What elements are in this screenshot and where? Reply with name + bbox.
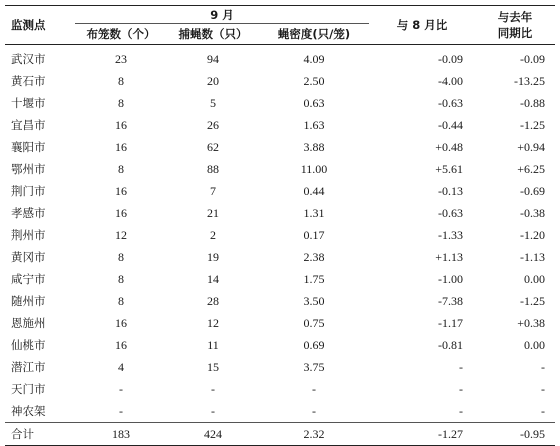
cell-density: 0.63 [303,95,325,110]
table-row [5,114,555,136]
table-row [5,356,555,378]
cell-station: 随州市 [11,294,46,308]
cell-density: - [312,381,317,396]
cell-vs-aug: -1.33 [438,227,464,242]
cell-flies: - [211,403,215,418]
cell-flies: - [211,381,215,396]
cell-density: 0.69 [303,337,325,352]
table-row [5,334,555,356]
cell-vs-last-year: +6.25 [517,161,546,176]
header-flies: 捕蝇数（只） [167,24,259,45]
header-vs-last-year-line1: 与去年 [497,10,533,24]
table-row [5,246,555,268]
cell-flies: 26 [207,117,219,132]
table-row [5,400,555,423]
header-vs-last-year-line2: 同期比 [497,26,533,40]
total-vs-last-year: -0.95 [475,423,555,446]
cell-density: 2.50 [303,73,325,88]
cell-cages: 8 [118,271,124,286]
table-row [5,224,555,246]
cell-flies: 62 [207,139,219,154]
cell-density: 3.75 [303,359,325,374]
table-row [5,45,555,71]
cell-flies: 7 [210,183,216,198]
cell-vs-aug: - [459,359,464,374]
cell-cages: 12 [115,227,127,242]
cell-station: 黄冈市 [11,250,46,264]
table-row [5,290,555,312]
table-row [5,158,555,180]
cell-density: 0.17 [303,227,325,242]
cell-vs-aug: -1.00 [438,271,464,286]
cell-flies: 14 [207,271,219,286]
cell-density: 3.88 [303,139,325,154]
total-density: 2.32 [259,423,369,446]
cell-cages: 16 [115,139,127,154]
cell-vs-last-year: - [541,359,546,374]
cell-vs-last-year: -0.38 [520,205,546,220]
cell-station: 襄阳市 [11,140,46,154]
cell-cages: 4 [118,359,124,374]
cell-vs-aug: - [459,381,464,396]
cell-station: 仙桃市 [11,338,46,352]
cell-station: 孝感市 [11,206,46,220]
cell-cages: 8 [118,161,124,176]
cell-cages: - [119,403,123,418]
cell-flies: 11 [207,337,219,352]
cell-density: - [312,403,317,418]
total-flies: 424 [167,423,259,446]
table-row [5,92,555,114]
header-vs-aug: 与 8 月比 [369,6,475,45]
cell-flies: 12 [207,315,219,330]
cell-vs-last-year: -13.25 [514,73,546,88]
cell-cages: 16 [115,117,127,132]
cell-flies: 5 [210,95,216,110]
cell-station: 天门市 [11,382,46,396]
cell-vs-aug: -0.63 [438,95,464,110]
cell-flies: 88 [207,161,219,176]
cell-station: 黄石市 [11,74,46,88]
cell-vs-last-year: +0.38 [517,315,546,330]
cell-station: 荆门市 [11,184,46,198]
table-row [5,180,555,202]
cell-vs-last-year: -1.25 [520,293,546,308]
cell-flies: 28 [207,293,219,308]
total-cages: 183 [75,423,167,446]
cell-flies: 20 [207,73,219,88]
cell-cages: 16 [115,315,127,330]
cell-vs-last-year: -0.88 [520,95,546,110]
cell-density: 11.00 [300,161,328,176]
cell-cages: - [119,381,123,396]
total-row [5,423,555,446]
cell-vs-last-year: -0.69 [520,183,546,198]
cell-flies: 94 [207,51,219,66]
cell-vs-aug: -0.09 [438,51,464,66]
table-row [5,312,555,334]
cell-station: 宜昌市 [11,118,46,132]
cell-vs-last-year: -1.25 [520,117,546,132]
cell-vs-aug: -7.38 [438,293,464,308]
cell-flies: 15 [207,359,219,374]
cell-vs-aug: - [459,403,464,418]
cell-station: 十堰市 [11,96,46,110]
cell-station: 神农架 [11,404,46,418]
cell-cages: 8 [118,293,124,308]
total-vs-aug: -1.27 [369,423,475,446]
cell-vs-aug: -0.13 [438,183,464,198]
cell-vs-aug: -4.00 [438,73,464,88]
cell-density: 3.50 [303,293,325,308]
cell-vs-aug: -0.44 [438,117,464,132]
cell-flies: 21 [207,205,219,220]
cell-density: 1.63 [303,117,325,132]
cell-vs-last-year: 0.00 [524,271,546,286]
cell-flies: 2 [210,227,216,242]
cell-station: 潜江市 [11,360,46,374]
table-row [5,268,555,290]
fly-density-table [5,5,555,446]
cell-vs-last-year: 0.00 [524,337,546,352]
cell-density: 2.38 [303,249,325,264]
table-row [5,136,555,158]
cell-vs-last-year: -1.20 [520,227,546,242]
table-row [5,378,555,400]
cell-station: 咸宁市 [11,272,46,286]
cell-cages: 8 [118,95,124,110]
cell-cages: 23 [115,51,127,66]
cell-cages: 8 [118,73,124,88]
table-row [5,202,555,224]
cell-vs-aug: +0.48 [435,139,464,154]
cell-vs-last-year: +0.94 [517,139,546,154]
cell-vs-last-year: - [541,381,546,396]
cell-density: 1.75 [303,271,325,286]
cell-vs-aug: -0.81 [438,337,464,352]
total-label: 合计 [5,423,75,446]
cell-density: 0.75 [303,315,325,330]
cell-cages: 16 [115,183,127,198]
table-body [5,45,555,423]
cell-station: 荆州市 [11,228,46,242]
header-vs-last-year [475,6,555,45]
cell-station: 武汉市 [11,52,46,66]
cell-cages: 16 [115,205,127,220]
cell-cages: 8 [118,249,124,264]
header-cages: 布笼数（个） [75,24,167,45]
cell-flies: 19 [207,249,219,264]
cell-vs-last-year: -0.09 [520,51,546,66]
cell-vs-aug: -0.63 [438,205,464,220]
cell-density: 4.09 [303,51,325,66]
cell-density: 0.44 [303,183,325,198]
cell-station: 鄂州市 [11,162,46,176]
table-row [5,70,555,92]
cell-vs-last-year: - [541,403,546,418]
cell-vs-aug: +5.61 [435,161,464,176]
cell-vs-last-year: -1.13 [520,249,546,264]
header-density: 蝇密度(只/笼) [259,24,369,45]
cell-vs-aug: -1.17 [438,315,464,330]
cell-station: 恩施州 [11,316,46,330]
cell-vs-aug: +1.13 [435,249,464,264]
header-station: 监测点 [5,6,75,45]
cell-cages: 16 [115,337,127,352]
cell-density: 1.31 [303,205,325,220]
header-month-group: 9 月 [75,6,369,24]
